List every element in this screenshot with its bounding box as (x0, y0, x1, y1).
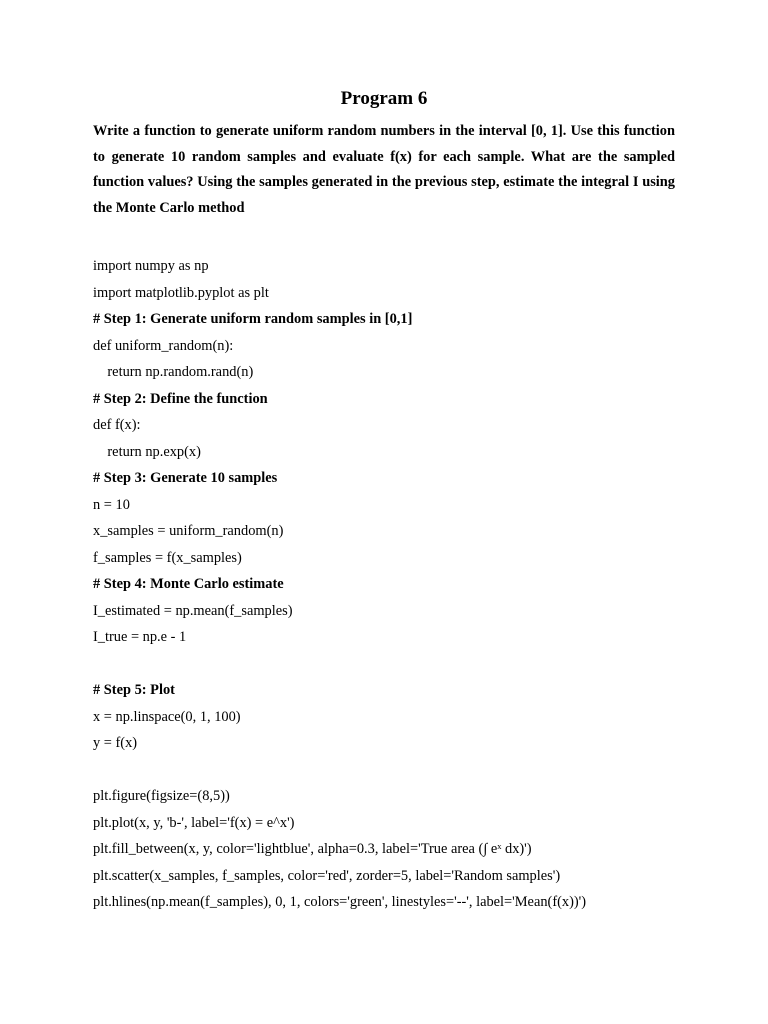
code-line: n = 10 (93, 496, 130, 513)
code-comment-line: # Step 4: Monte Carlo estimate (93, 576, 284, 592)
code-line: x_samples = uniform_random(n) (93, 523, 284, 539)
code-line: def uniform_random(n): (93, 337, 234, 354)
code-line: import numpy as np (93, 258, 209, 274)
code-line: I_true = np.e - 1 (93, 629, 187, 645)
code-comment-line: # Step 1: Generate uniform random samples in [0,1] (93, 311, 413, 327)
code-line: def f(x): (93, 417, 141, 433)
code-line: plt.fill_between(x, y, color='lightblue', alpha=0.3, label='True area (∫ eˣ dx)') (93, 841, 532, 857)
code-line: plt.hlines(np.mean(f_samples), 0, 1, colors='green', linestyles='--', label='Mean(f(x))') (93, 894, 587, 910)
code-line: x = np.linspace(0, 1, 100) (93, 708, 241, 725)
code-comment-line: # Step 3: Generate 10 samples (93, 470, 278, 486)
code-line: f_samples = f(x_samples) (93, 549, 242, 566)
code-line: return np.exp(x) (93, 443, 201, 460)
code-line: return np.random.rand(n) (93, 364, 254, 380)
page-title: Program 6 (340, 88, 428, 109)
code-listing (93, 253, 733, 916)
blank-line (93, 757, 733, 784)
code-comment-line: # Step 5: Plot (93, 682, 175, 698)
code-comment-line: # Step 2: Define the function (93, 390, 268, 407)
code-line: plt.plot(x, y, 'b-', label='f(x) = e^x') (93, 814, 295, 831)
blank-line (93, 651, 733, 678)
code-line: y = f(x) (93, 735, 138, 751)
problem-statement: Write a function to generate uniform random numbers in the interval [0, 1]. Use this function to generate 10 random samples and evaluate f(x) for each sample. What are the sampled function values? Using the samples generated in the previous step, estimate the integral I using the Monte Carlo method (93, 123, 675, 216)
code-line: import matplotlib.pyplot as plt (93, 284, 269, 301)
code-line: plt.figure(figsize=(8,5)) (93, 788, 230, 804)
code-line: I_estimated = np.mean(f_samples) (93, 602, 293, 619)
code-line: plt.scatter(x_samples, f_samples, color='red', zorder=5, label='Random samples') (93, 867, 561, 884)
